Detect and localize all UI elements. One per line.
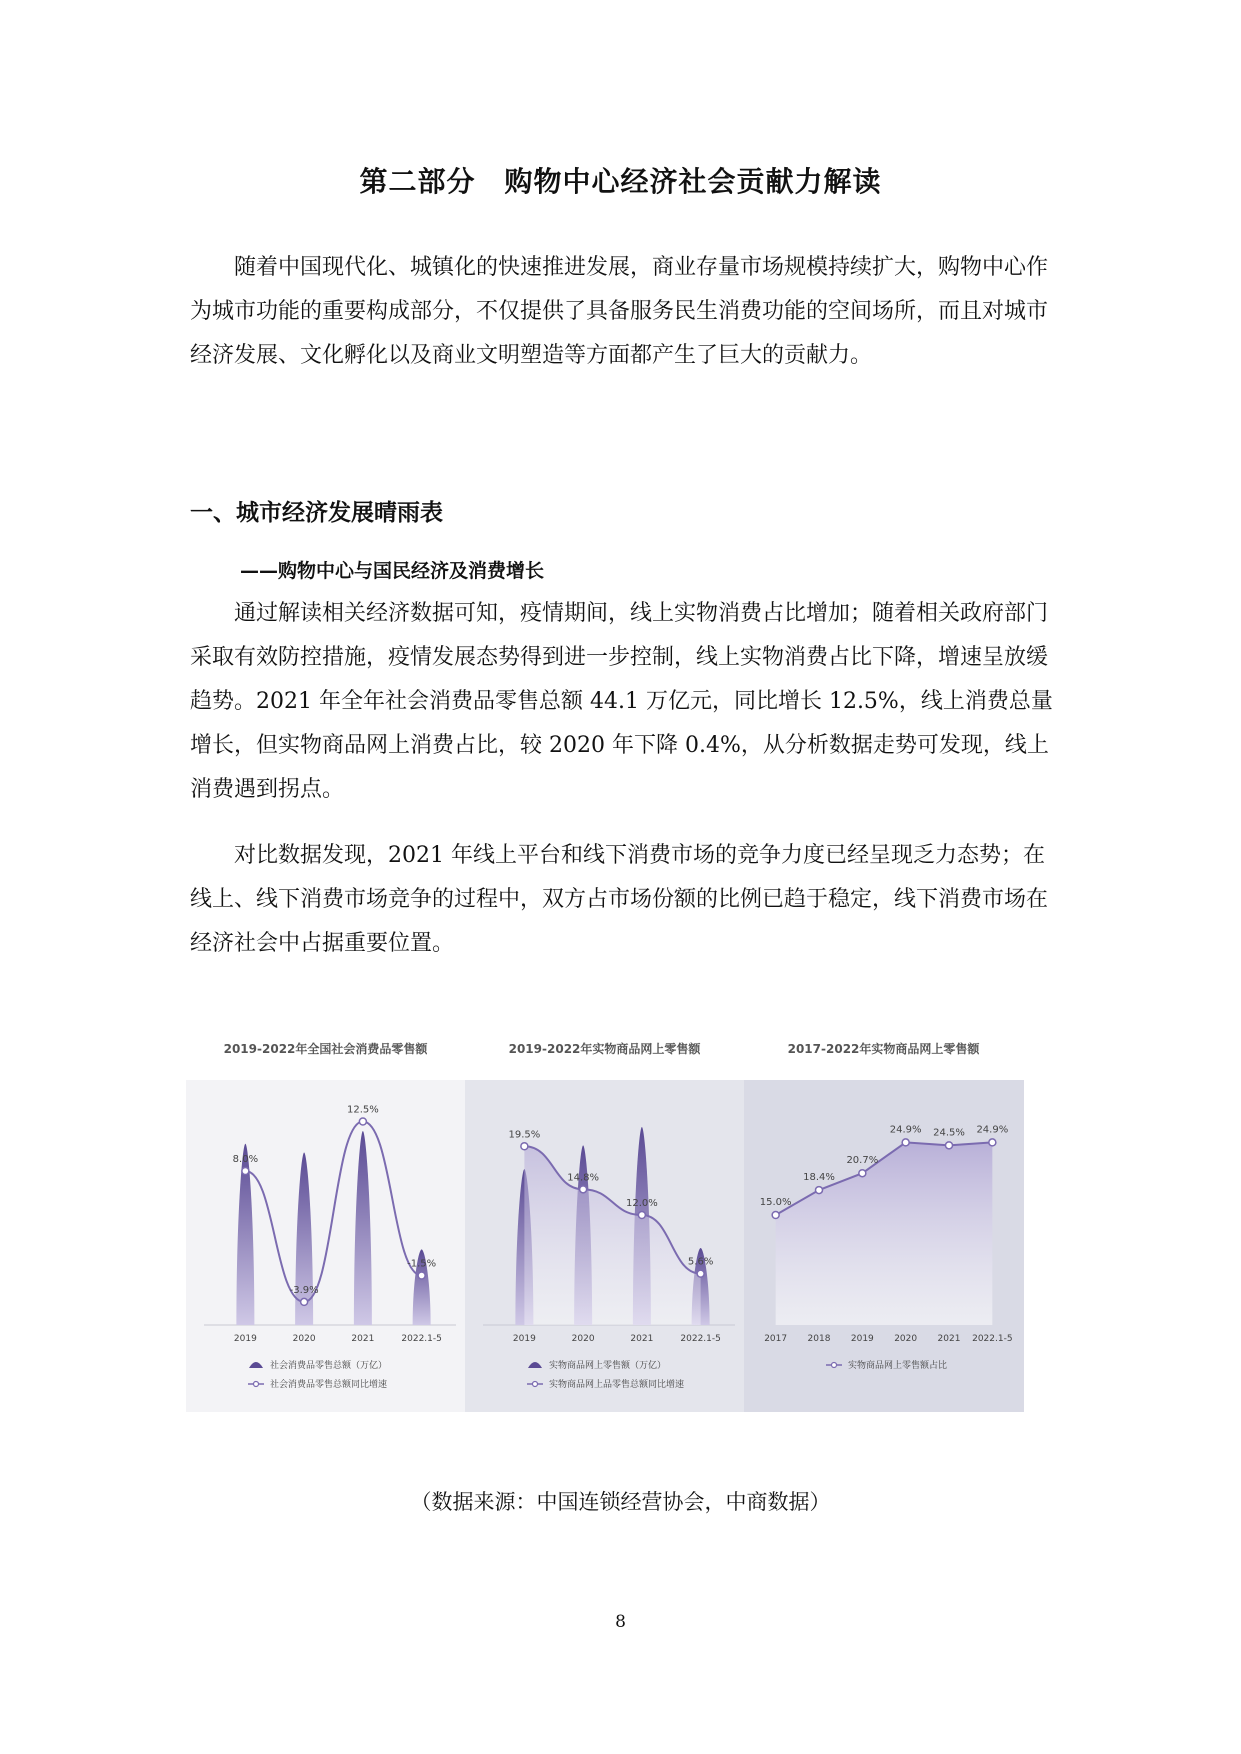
chart-3-svg <box>744 1080 1024 1412</box>
chart-1-tick-label: 2021 <box>351 1334 375 1344</box>
chart-3-data-label: 20.7% <box>846 1155 879 1167</box>
chart-2-data-label: 12.0% <box>625 1198 658 1209</box>
chart-2-data-label: 5.6% <box>687 1256 714 1268</box>
chart-3-title: 2017-2022年实物商品网上零售额 <box>787 1042 980 1056</box>
chart-1-data-label: 12.5% <box>346 1104 379 1116</box>
chart-2-point <box>697 1270 704 1277</box>
chart-2-tick-label: 2022.1-5 <box>680 1334 721 1344</box>
chart-2-title: 2019-2022年实物商品网上零售额 <box>508 1042 701 1056</box>
chart-1-tick-label: 2022.1-5 <box>401 1334 442 1344</box>
chart-3-data-label: 24.9% <box>889 1124 922 1136</box>
chart-2-tick-label: 2019 <box>512 1334 536 1344</box>
chart-3-data-label: 24.9% <box>976 1124 1009 1136</box>
chart-2-point <box>638 1212 645 1219</box>
chart-2-panel <box>465 1080 744 1412</box>
chart-3-panel <box>744 1080 1023 1412</box>
chart-3-tick-label: 2022.1-5 <box>972 1334 1013 1344</box>
chart-2-legend-bar: 实物商品网上零售额（万亿） <box>549 1361 667 1371</box>
chart-1-svg <box>186 1080 465 1412</box>
page-title: 第二部分 购物中心经济社会贡献力解读 <box>359 165 882 198</box>
chart-2-tick-label: 2021 <box>630 1334 654 1344</box>
chart-1-point <box>242 1168 249 1175</box>
chart-2-data-label: 19.5% <box>508 1129 541 1141</box>
chart-1-data-label: -3.9% <box>289 1284 319 1296</box>
chart-2-svg <box>465 1080 744 1412</box>
chart-3-point <box>772 1212 779 1219</box>
chart-2-point <box>521 1143 528 1150</box>
intro-paragraph: 随着中国现代化、城镇化的快速推进发展，商业存量市场规模持续扩大，购物中心作为城市功能的重要构成部分，不仅提供了具备服务民生消费功能的空间场所，而且对城市经济发展、文化孵化以及商业文明塑造等方面都产生了巨大的贡献力。 <box>190 255 1049 368</box>
chart-1-tick-label: 2019 <box>233 1334 257 1344</box>
chart-3-point <box>816 1187 823 1194</box>
chart-1-title: 2019-2022年全国社会消费品零售额 <box>223 1042 428 1056</box>
chart-1-panel <box>186 1080 465 1412</box>
chart-2-tick-label: 2020 <box>571 1334 595 1344</box>
body-paragraph-2: 对比数据发现，2021 年线上平台和线下消费市场的竞争力度已经呈现乏力态势；在线上、线下消费市场竞争的过程中，双方占市场份额的比例已趋于稳定，线下消费市场在经济社会中占据重要位置。 <box>190 843 1049 956</box>
chart-1-point <box>301 1298 308 1305</box>
chart-3-point <box>859 1170 866 1177</box>
chart-3-tick-label: 2017 <box>764 1334 788 1344</box>
chart-figure <box>186 1040 1024 1412</box>
chart-1-data-label: 8.0% <box>232 1154 259 1165</box>
chart-1-legend-line: 社会消费品零售总额同比增速 <box>270 1380 388 1390</box>
page-number: 8 <box>615 1612 626 1632</box>
body-paragraph-1: 通过解读相关经济数据可知，疫情期间，线上实物消费占比增加；随着相关政府部门采取有效防控措施，疫情发展态势得到进一步控制，线上实物消费占比下降，增速呈放缓趋势。2021 年全年社会消费品零售总额 44.1 万亿元，同比增长 12.5%，线上消费总量增长，但实物商品网上消费占比，较 2020 年下降 0.4%，从分析数据走势可发现，线上消费遇到拐点。 <box>190 601 1053 802</box>
sub-heading: ——购物中心与国民经济及消费增长 <box>240 560 545 582</box>
chart-3-data-label: 15.0% <box>759 1197 792 1208</box>
chart-1-legend-bar: 社会消费品零售总额（万亿） <box>270 1361 388 1371</box>
chart-3-point <box>902 1139 909 1146</box>
chart-3-tick-label: 2020 <box>894 1334 918 1344</box>
chart-3-tick-label: 2019 <box>850 1334 874 1344</box>
chart-2-data-label: 14.8% <box>567 1172 600 1184</box>
chart-3-tick-label: 2021 <box>937 1334 961 1344</box>
chart-3-tick-label: 2018 <box>807 1334 831 1344</box>
chart-1-point <box>359 1118 366 1125</box>
section-heading: 一、城市经济发展晴雨表 <box>190 500 443 526</box>
data-source-note: （数据来源：中国连锁经营协会，中商数据） <box>410 1490 831 1514</box>
chart-3-data-label: 24.5% <box>933 1127 965 1139</box>
chart-1-data-label: -1.5% <box>407 1258 437 1270</box>
chart-2-legend-line: 实物商品网上品零售总额同比增速 <box>549 1380 685 1390</box>
chart-1-legend-line-marker <box>254 1382 259 1387</box>
chart-3-point <box>989 1139 996 1146</box>
chart-3-legend-line-marker <box>832 1363 837 1368</box>
chart-1-point <box>418 1272 425 1279</box>
chart-3-legend-line: 实物商品网上零售额占比 <box>848 1361 948 1371</box>
chart-3-data-label: 18.4% <box>803 1172 835 1184</box>
chart-2-legend-line-marker <box>533 1382 538 1387</box>
chart-2-point <box>580 1186 587 1193</box>
chart-1-tick-label: 2020 <box>292 1334 316 1344</box>
chart-3-point <box>946 1142 953 1149</box>
